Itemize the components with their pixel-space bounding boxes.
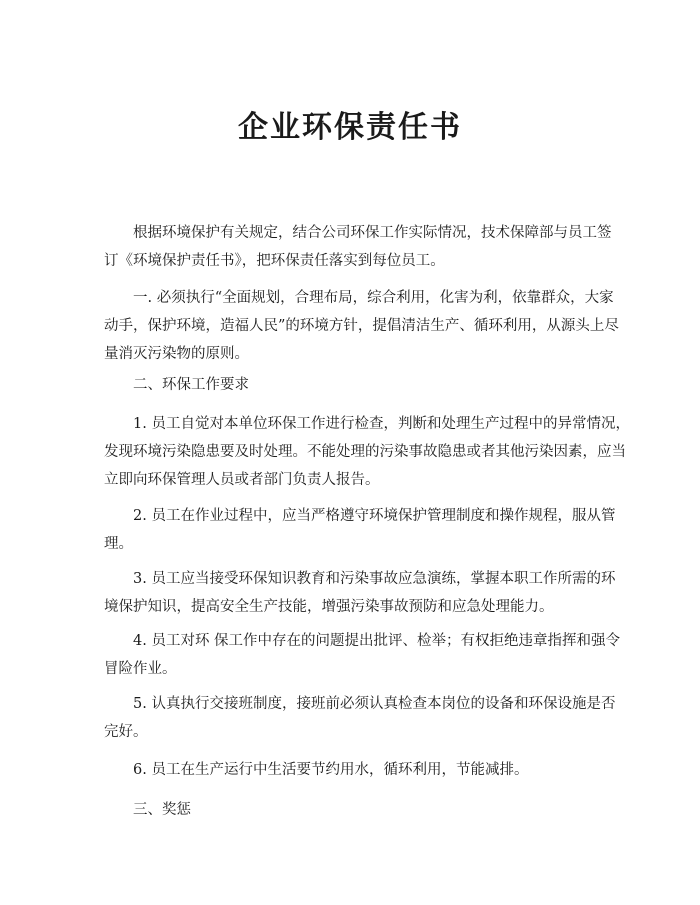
paragraph-item-3 [104,565,616,621]
section-heading: 三、奖惩 [133,802,191,818]
heading-section-two [104,371,604,399]
paragraph-item-5 [104,690,616,746]
paragraph-item-4 [104,627,621,683]
paragraph-item-2 [104,502,616,558]
document-title: 企业环保责任书 [238,110,462,145]
paragraph-line: 一. 必须执行“全面规划，合理布局，综合利用，化害为利，依靠群众，大家 [133,290,614,306]
paragraph-section-one [104,284,619,368]
paragraph-line: 量消灭污染物的原则。 [104,346,249,362]
paragraph-line: 完好。 [104,724,148,740]
paragraph-line: 动手，保护环境，造福人民”的环境方针，提倡清洁生产、循环利用，从源头上尽 [104,318,619,334]
paragraph-line: 冒险作业。 [104,661,177,677]
paragraph-intro [104,219,612,275]
paragraph-line: 发现环境污染隐患要及时处理。不能处理的污染事故隐患或者其他污染因素，应当 [104,444,626,460]
paragraph-line: 立即向环保管理人员或者部门负责人报告。 [104,472,380,488]
paragraph-line: 订《环境保护责任书》，把环保责任落实到每位员工。 [104,253,445,269]
paragraph-line: 根据环境保护有关规定，结合公司环保工作实际情况，技术保障部与员工签 [133,225,612,241]
paragraph-line: 1. 员工自觉对本单位环保工作进行检查，判断和处理生产过程中的异常情况， [133,416,630,432]
paragraph-item-1 [104,410,630,494]
paragraph-item-6 [104,756,604,784]
paragraph-line: 境保护知识，提高安全生产技能，增强污染事故预防和应急处理能力。 [104,599,554,615]
heading-section-three [104,796,604,824]
paragraph-line: 3. 员工应当接受环保知识教育和污染事故应急演练，掌握本职工作所需的环 [133,571,616,587]
section-heading: 二、环保工作要求 [133,377,249,393]
paragraph-line: 5. 认真执行交接班制度，接班前必须认真检查本岗位的设备和环保设施是否 [133,696,616,712]
paragraph-line: 2. 员工在作业过程中，应当严格遵守环境保护管理制度和操作规程，服从管 [133,508,616,524]
paragraph-line: 4. 员工对环 保工作中存在的问题提出批评、检举；有权拒绝违章指挥和强令 [133,633,621,649]
paragraph-line: 理。 [104,536,133,552]
paragraph-line: 6. 员工在生产运行中生活要节约用水，循环利用，节能减排。 [133,762,529,778]
